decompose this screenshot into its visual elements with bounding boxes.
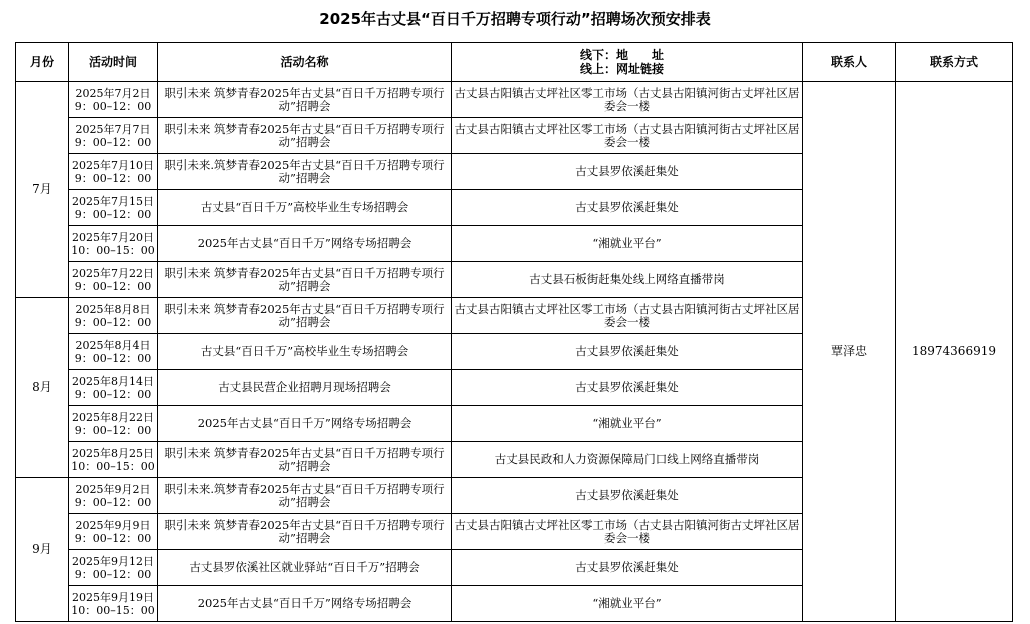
header-contact: 联系人 xyxy=(803,43,896,82)
event-venue: 古丈县罗依溪赶集处 xyxy=(452,154,803,190)
event-name: 古丈县罗依溪社区就业驿站“百日千万”招聘会 xyxy=(158,550,452,586)
date-cell xyxy=(69,406,158,442)
event-time: 10：00–15：00 xyxy=(71,459,155,473)
event-venue: 古丈县古阳镇古丈坪社区零工市场（古丈县古阳镇河街古丈坪社区居委会一楼 xyxy=(452,118,803,154)
event-time: 9：00–12：00 xyxy=(74,135,152,149)
date-cell xyxy=(69,586,158,622)
event-time: 9：00–12：00 xyxy=(74,423,152,437)
event-date: 2025年7月22日 xyxy=(72,266,154,280)
date-cell xyxy=(69,226,158,262)
event-name: 职引未来 筑梦青春2025年古丈县“百日千万招聘专项行动”招聘会 xyxy=(158,118,452,154)
table-row xyxy=(16,82,1013,118)
event-date: 2025年9月2日 xyxy=(75,482,151,496)
contact-phone: 18974366919 xyxy=(896,82,1013,622)
header-time: 活动时间 xyxy=(69,43,158,82)
event-time: 10：00–15：00 xyxy=(71,243,155,257)
event-time: 9：00–12：00 xyxy=(74,495,152,509)
page-title: 2025年古丈县“百日千万招聘专项行动”招聘场次预安排表 xyxy=(319,10,711,28)
event-name: 古丈县“百日千万”高校毕业生专场招聘会 xyxy=(158,334,452,370)
event-venue: “湘就业平台” xyxy=(452,226,803,262)
event-name: 职引未来.筑梦青春2025年古丈县“百日千万招聘专项行动”招聘会 xyxy=(158,478,452,514)
header-venue xyxy=(452,43,803,82)
header-venue-offline: 线下：地 址 xyxy=(580,48,665,62)
event-venue: 古丈县罗依溪赶集处 xyxy=(452,478,803,514)
event-date: 2025年8月25日 xyxy=(72,446,154,460)
event-venue: 古丈县罗依溪赶集处 xyxy=(452,550,803,586)
event-name: 2025年古丈县“百日千万”网络专场招聘会 xyxy=(158,226,452,262)
event-name: 职引未来.筑梦青春2025年古丈县“百日千万招聘专项行动”招聘会 xyxy=(158,154,452,190)
event-name: 古丈县“百日千万”高校毕业生专场招聘会 xyxy=(158,190,452,226)
event-time: 9：00–12：00 xyxy=(74,279,152,293)
event-date: 2025年8月14日 xyxy=(72,374,154,388)
event-venue: “湘就业平台” xyxy=(452,586,803,622)
header-phone: 联系方式 xyxy=(896,43,1013,82)
event-date: 2025年7月10日 xyxy=(72,158,154,172)
event-date: 2025年7月2日 xyxy=(75,86,151,100)
date-cell xyxy=(69,478,158,514)
date-cell xyxy=(69,190,158,226)
event-venue: 古丈县石板街赶集处线上网络直播带岗 xyxy=(452,262,803,298)
event-date: 2025年8月22日 xyxy=(72,410,154,424)
event-date: 2025年8月8日 xyxy=(75,302,151,316)
contact-name: 覃泽忠 xyxy=(803,82,896,622)
event-date: 2025年8月4日 xyxy=(75,338,151,352)
event-date: 2025年7月20日 xyxy=(72,230,154,244)
event-venue: 古丈县罗依溪赶集处 xyxy=(452,334,803,370)
event-name: 2025年古丈县“百日千万”网络专场招聘会 xyxy=(158,406,452,442)
event-name: 古丈县民营企业招聘月现场招聘会 xyxy=(158,370,452,406)
event-name: 职引未来 筑梦青春2025年古丈县“百日千万招聘专项行动”招聘会 xyxy=(158,298,452,334)
event-venue: 古丈县古阳镇古丈坪社区零工市场（古丈县古阳镇河街古丈坪社区居委会一楼 xyxy=(452,514,803,550)
header-venue-online: 线上：网址链接 xyxy=(580,62,665,76)
header-name: 活动名称 xyxy=(158,43,452,82)
date-cell xyxy=(69,118,158,154)
event-date: 2025年9月9日 xyxy=(75,518,151,532)
event-name: 职引未来 筑梦青春2025年古丈县“百日千万招聘专项行动”招聘会 xyxy=(158,514,452,550)
event-date: 2025年9月19日 xyxy=(72,590,154,604)
event-venue: 古丈县罗依溪赶集处 xyxy=(452,370,803,406)
month-cell: 7月 xyxy=(16,82,69,298)
event-venue: 古丈县民政和人力资源保障局门口线上网络直播带岗 xyxy=(452,442,803,478)
event-name: 2025年古丈县“百日千万”网络专场招聘会 xyxy=(158,586,452,622)
event-time: 9：00–12：00 xyxy=(74,387,152,401)
date-cell xyxy=(69,154,158,190)
event-time: 9：00–12：00 xyxy=(74,315,152,329)
event-venue: 古丈县罗依溪赶集处 xyxy=(452,190,803,226)
month-cell: 8月 xyxy=(16,298,69,478)
table-header-row xyxy=(16,43,1013,82)
date-cell xyxy=(69,334,158,370)
date-cell xyxy=(69,370,158,406)
event-time: 9：00–12：00 xyxy=(74,99,152,113)
event-venue: 古丈县古阳镇古丈坪社区零工市场（古丈县古阳镇河街古丈坪社区居委会一楼 xyxy=(452,298,803,334)
event-time: 9：00–12：00 xyxy=(74,567,152,581)
date-cell xyxy=(69,514,158,550)
date-cell xyxy=(69,442,158,478)
event-venue: “湘就业平台” xyxy=(452,406,803,442)
event-venue: 古丈县古阳镇古丈坪社区零工市场（古丈县古阳镇河街古丈坪社区居委会一楼 xyxy=(452,82,803,118)
event-name: 职引未来 筑梦青春2025年古丈县“百日千万招聘专项行动”招聘会 xyxy=(158,442,452,478)
event-date: 2025年7月7日 xyxy=(75,122,151,136)
event-time: 9：00–12：00 xyxy=(74,351,152,365)
month-cell: 9月 xyxy=(16,478,69,622)
date-cell xyxy=(69,82,158,118)
schedule-table xyxy=(15,42,1013,622)
event-date: 2025年9月12日 xyxy=(72,554,154,568)
date-cell xyxy=(69,298,158,334)
event-time: 9：00–12：00 xyxy=(74,207,152,221)
date-cell xyxy=(69,262,158,298)
event-time: 10：00–15：00 xyxy=(71,603,155,617)
date-cell xyxy=(69,550,158,586)
event-time: 9：00–12：00 xyxy=(74,171,152,185)
event-date: 2025年7月15日 xyxy=(72,194,154,208)
table-body xyxy=(16,82,1013,622)
event-time: 9：00–12：00 xyxy=(74,531,152,545)
event-name: 职引未来 筑梦青春2025年古丈县“百日千万招聘专项行动”招聘会 xyxy=(158,262,452,298)
header-month: 月份 xyxy=(16,43,69,82)
event-name: 职引未来 筑梦青春2025年古丈县“百日千万招聘专项行动”招聘会 xyxy=(158,82,452,118)
